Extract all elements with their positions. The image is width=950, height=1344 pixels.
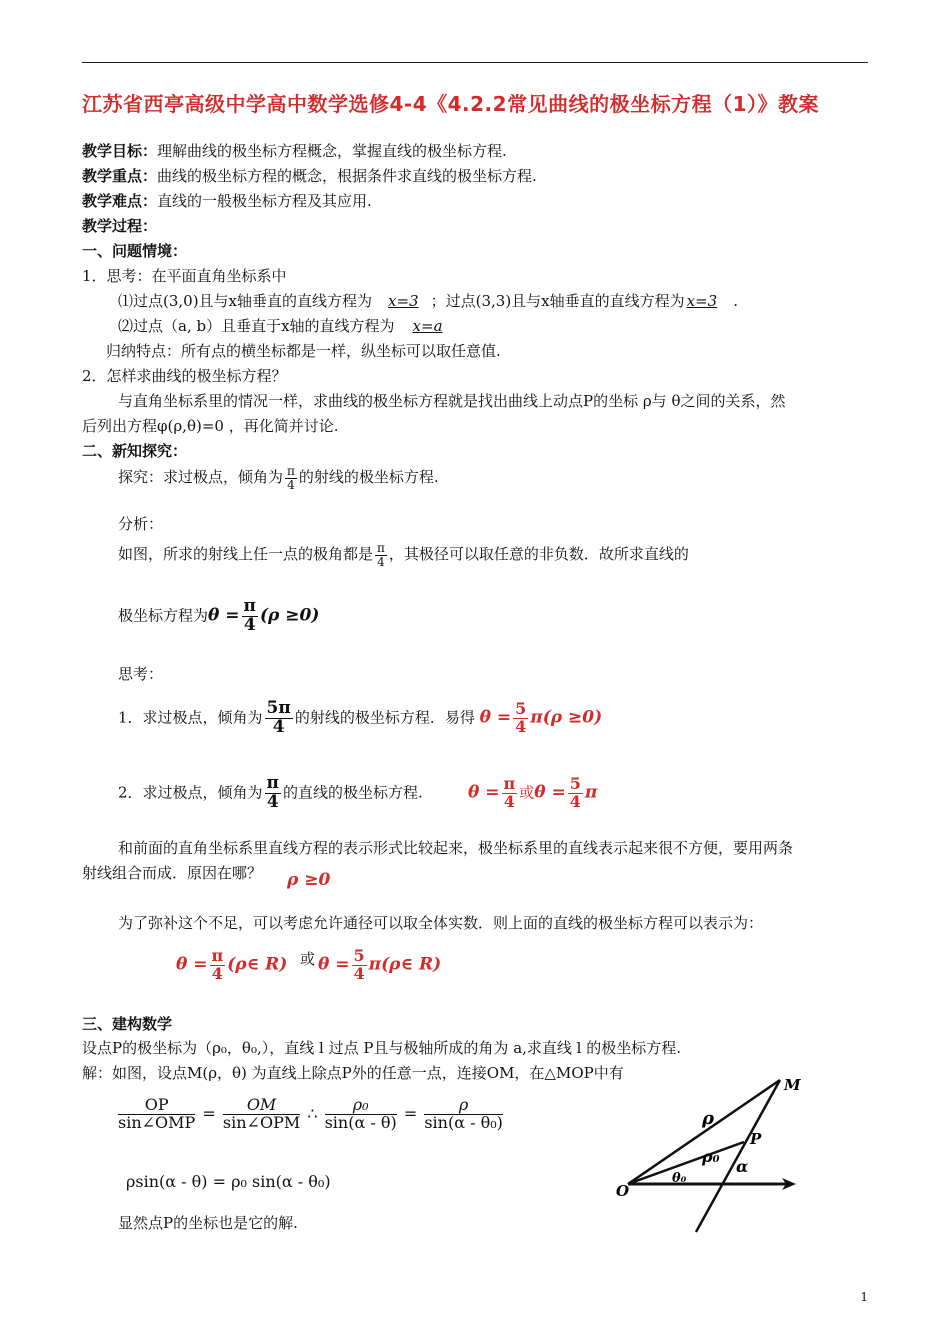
question-1b: [118, 315, 457, 336]
ratio-equation: $\frac{OP}{\text{sin∠OMP}}$ = $\frac{OM}{\text{sin∠OPM}}$ ∴ $\frac{\text{ρ₀}}{\sin(\alpha - \theta)}$ = $\frac{\rho}{\text{sin(α - θ₀)}}$: [118, 1095, 503, 1132]
frac-num: 5π: [266, 698, 291, 718]
fraction-pi-over-4: [375, 542, 387, 568]
answer-theta: θ =: [479, 707, 512, 728]
final-equation: ρsin(α - θ) = ρ₀ sin(α - θ₀): [126, 1172, 331, 1191]
frac-den: 4: [272, 716, 285, 737]
frac-den: sin∠OPM: [222, 1112, 301, 1132]
eq-frac-op: [118, 1097, 195, 1132]
label-O: O: [616, 1182, 630, 1200]
page-number: 1: [860, 1290, 868, 1304]
think-1: [118, 700, 602, 737]
frac-num: π: [287, 464, 295, 478]
q1a-answer: x=3: [388, 292, 419, 310]
think-label: 思考：: [118, 665, 164, 683]
conclusion-line: 显然点P的坐标也是它的解.: [118, 1214, 298, 1232]
explore-line: [118, 465, 439, 491]
objective-text: 理解曲线的极坐标方程概念，掌握直线的极坐标方程.: [157, 142, 507, 160]
section2-heading: 二、新知探究：: [82, 442, 188, 460]
eq-frac-rho: [424, 1097, 503, 1132]
q1b-pre: ⑵过点（a, b）且垂直于x轴的直线方程为: [118, 317, 395, 335]
eq-condition: (ρ∈ R): [227, 954, 288, 975]
frac-num: π: [211, 946, 224, 965]
fraction-5pi-over-4: [265, 700, 293, 737]
label-rho: ρ: [702, 1108, 714, 1129]
frac-num: π: [243, 596, 256, 616]
theta-eq: θ =: [208, 605, 240, 626]
frac-num: π: [266, 773, 279, 793]
answer-fraction: [513, 701, 528, 736]
frac-den: 4: [515, 716, 527, 736]
label-theta0: θ₀: [672, 1171, 687, 1186]
answer-fraction: [502, 776, 518, 811]
think-2: [118, 775, 423, 812]
answer-theta-2: θ =: [534, 782, 566, 803]
q1a-pre: ⑴过点(3,0)且与x轴垂直的直线方程为: [118, 292, 373, 310]
top-rule: [82, 62, 868, 63]
objective-label: 教学目标：: [82, 142, 158, 160]
eq-condition: π(ρ∈ R): [368, 954, 442, 975]
frac-num: OP: [118, 1097, 195, 1115]
frac-num: 5: [353, 946, 365, 965]
or-text-2: 或: [300, 950, 316, 968]
answer-fraction-2: [568, 776, 583, 811]
focus-label: 教学重点：: [82, 167, 158, 185]
remedy-line: 为了弥补这个不足，可以考虑允许通径可以取全体实数．则上面的直线的极坐标方程可以表示为：: [118, 914, 764, 932]
frac-den: 4: [503, 791, 515, 811]
frac-num: 5: [515, 699, 527, 719]
eq-frac-om: [223, 1097, 300, 1132]
rho-condition-answer: ρ ≥0: [287, 870, 331, 890]
solution-line: 解：如图，设点M(ρ，θ) 为直线上除点P外的任意一点，连接OM，在△MOP中有: [82, 1064, 624, 1082]
frac-num: ρ₀: [325, 1097, 397, 1115]
frac-num: 5: [569, 774, 581, 793]
fig-post: ，其极径可以取任意的非负数．故所求直线的: [388, 545, 689, 564]
objective-line: [82, 140, 507, 161]
section1-heading: 一、问题情境：: [82, 242, 188, 260]
fraction-pi-over-4: [285, 465, 297, 491]
frac-num: OM: [223, 1097, 300, 1115]
question-1: 1．思考：在平面直角坐标系中: [82, 267, 287, 285]
frac-num: π: [503, 774, 516, 793]
q1b-answer: x=a: [412, 317, 443, 335]
compare-1: 和前面的直角坐标系里直线方程的表示形式比较起来，极坐标系里的直线表示起来很不方便，要用两条: [118, 839, 794, 857]
rho-condition: (ρ ≥0): [259, 605, 320, 626]
compare-2: 射线组合而成．原因在哪？: [82, 864, 263, 882]
q2-text-1: 与直角坐标系里的情况一样，求曲线的极坐标方程就是找出曲线上动点P的坐标 ρ与 θ之间的关系，然: [118, 392, 786, 410]
label-P: P: [750, 1130, 762, 1148]
eq-theta: θ =: [176, 954, 208, 975]
eq-fraction: [210, 948, 226, 983]
polar-line-figure: [610, 1068, 810, 1238]
frac-den: sin∠OMP: [118, 1112, 196, 1132]
difficulty-line: [82, 190, 372, 211]
frac-den: 4: [287, 477, 295, 492]
label-alpha: α: [736, 1157, 749, 1176]
focus-line: [82, 165, 537, 186]
frac-den: 4: [266, 791, 279, 812]
therefore-symbol: ∴: [307, 1103, 318, 1123]
frac-den: 4: [211, 963, 223, 983]
explore-pre: 探究：求过极点，倾角为: [118, 468, 284, 487]
think-2-answer: [468, 776, 597, 811]
or-text: 或: [519, 783, 535, 802]
polar-eq-line: [118, 598, 319, 635]
frac-den: 4: [569, 791, 581, 811]
fig-pre: 如图，所求的射线上任一点的极角都是: [118, 545, 374, 564]
answer-condition: π(ρ ≥0): [530, 707, 603, 728]
frac-den: 4: [243, 614, 256, 635]
frac-den: 4: [377, 554, 385, 569]
t2-pre: 2．求过极点，倾角为: [118, 783, 263, 802]
question-2: 2．怎样求曲线的极坐标方程？: [82, 367, 287, 385]
t1-post: 的射线的极坐标方程．易得: [294, 708, 475, 727]
summary-line: 归纳特点：所有点的横坐标都是一样，纵坐标可以取任意值.: [106, 342, 501, 360]
analysis-label: 分析：: [118, 515, 164, 533]
difficulty-text: 直线的一般极坐标方程及其应用.: [157, 192, 372, 210]
frac-den: sin(α - θ): [324, 1112, 397, 1132]
focus-text: 曲线的极坐标方程的概念，根据条件求直线的极坐标方程.: [157, 167, 537, 185]
frac-den: 4: [353, 963, 365, 983]
frac-den: sin(α - θ₀): [424, 1112, 503, 1132]
label-M: M: [784, 1076, 801, 1094]
explore-post: 的射线的极坐标方程.: [298, 468, 439, 487]
real-line-eq-2: [318, 948, 441, 983]
eq-theta: θ =: [318, 954, 350, 975]
section3-heading: 三、建构数学: [82, 1015, 173, 1033]
figure-line: [118, 542, 689, 568]
polar-label: 极坐标方程为: [118, 606, 209, 625]
frac-num: π: [377, 541, 385, 555]
eq-frac-rho0: [325, 1097, 397, 1132]
setup-line: 设点P的极坐标为（ρ₀，θ₀,），直线 l 过点 P且与极轴所成的角为 a,求直线 l 的极坐标方程.: [82, 1039, 682, 1057]
process-label: 教学过程：: [82, 217, 158, 235]
fraction-pi-over-4: [265, 775, 281, 812]
difficulty-label: 教学难点：: [82, 192, 158, 210]
q1a-mid: ；过点(3,3)且与x轴垂直的直线方程为: [430, 292, 685, 310]
answer-pi: π: [584, 782, 598, 803]
question-1a: [118, 290, 738, 311]
page-title: 江苏省西亭高级中学高中数学选修4-4《4.2.2常见曲线的极坐标方程（1）》教案: [82, 92, 819, 116]
t2-post: 的直线的极坐标方程.: [283, 783, 423, 802]
q2-text-2: 后列出方程φ(ρ,θ)=0 ，再化简并讨论.: [82, 417, 339, 435]
fraction-pi-over-4: [242, 598, 258, 635]
frac-num: ρ: [424, 1097, 503, 1115]
t1-pre: 1．求过极点，倾角为: [118, 708, 263, 727]
answer-theta: θ =: [468, 782, 500, 803]
q1a-end: .: [733, 292, 738, 310]
q1a-answer2: x=3: [686, 292, 718, 310]
label-rho0: ρ₀: [702, 1147, 720, 1166]
eq-fraction: [352, 948, 367, 983]
real-line-eq-1: [176, 948, 287, 983]
